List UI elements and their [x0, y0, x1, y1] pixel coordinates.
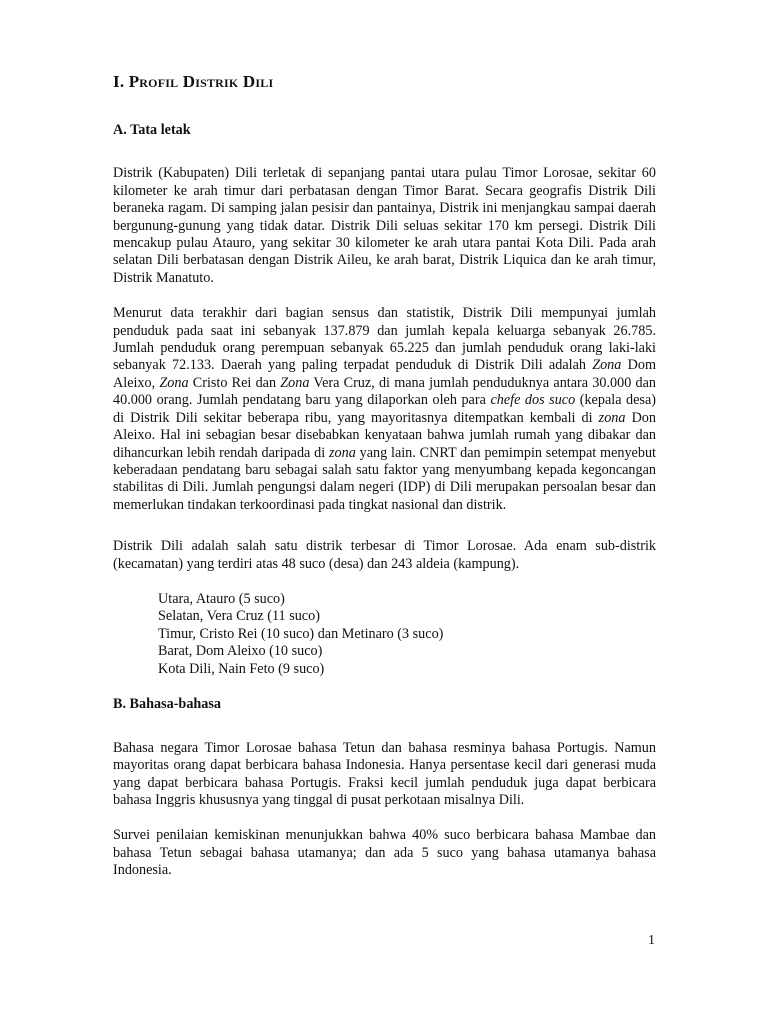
section-a-paragraph-1: Distrik (Kabupaten) Dili terletak di sepanjang pantai utara pulau Timor Lorosae, sekitar 60 kilometer ke arah timur dari perbatasan dengan Timor Barat. Secara geografis Distrik Dili beraneka ragam. Di samping jalan pesisir dan pantainya, Distrik ini menjangkau sampai daerah bergunung-gunung yang tidak datar. Distrik Dili seluas sekitar 170 km persegi. Distrik Dili mencakup pulau Atauro, yang sekitar 30 kilometer ke arah utara pantai Kota Dili. Pada arah selatan Dili berbatasan dengan Distrik Aileu, ke arah barat, Distrik Liquica dan ke arah timur, Distrik Manatuto.	[113, 165, 656, 286]
text-run: yang lain. CNRT dan pemimpin setempat menyebut keberadaan pendatang baru sebagai salah satu faktor yang menyumbang kepada kegoncangan stabilitas di Dili. Jumlah pengungsi dalam negeri (IDP) di Dili merupakan persoalan besar dan memerlukan tindakan terkoordinasi pada tingkat nasional dan distrik.	[113, 444, 656, 513]
italic-term: zona	[598, 409, 626, 426]
list-item: Barat, Dom Aleixo (10 suco)	[158, 643, 323, 660]
subdistrict-list	[113, 591, 656, 679]
italic-term: Zona	[159, 374, 189, 391]
italic-term: Zona	[592, 357, 622, 374]
text-run: Dom Aleixo,	[113, 357, 656, 391]
italic-term: Zona	[280, 374, 310, 391]
page-title: I. Profil Distrik Dili	[113, 72, 274, 91]
list-item: Selatan, Vera Cruz (11 suco)	[158, 608, 320, 625]
list-item: Utara, Atauro (5 suco)	[158, 590, 285, 607]
text-run: Vera Cruz, di mana jumlah penduduknya antara 30.000 dan 40.000 orang. Jumlah pendatang baru yang dilaporkan oleh para	[113, 374, 656, 409]
text-run: Cristo Rei dan	[188, 374, 281, 391]
text-run: Menurut data terakhir dari bagian sensus dan statistik, Distrik Dili mempunyai jumlah penduduk pada saat ini sebanyak 137.879 dan jumlah kepala keluarga sebanyak 26.785. Jumlah penduduk orang perempuan sebanyak 65.225 dan jumlah penduduk orang laki-laki sebanyak 72.133. Daerah yang paling terpadat penduduk di Distrik Dili adalah	[113, 305, 656, 374]
document-body	[113, 72, 656, 880]
section-b-heading: B. Bahasa-bahasa	[113, 696, 222, 713]
page-number: 1	[648, 933, 655, 948]
text-run: (kepala desa) di Distrik Dili sekitar beberapa ribu, yang mayoritasnya ditempatkan kembali di	[113, 392, 656, 426]
section-b-paragraph-2: Survei penilaian kemiskinan menunjukkan bahwa 40% suco berbicara bahasa Mambae dan bahasa Tetun sebagai bahasa utamanya; dan ada 5 suco yang bahasa utamanya bahasa Indonesia.	[113, 827, 656, 879]
italic-term: chefe dos suco	[490, 392, 576, 409]
section-a-paragraph-3: Distrik Dili adalah salah satu distrik terbesar di Timor Lorosae. Ada enam sub-distrik (kecamatan) yang terdiri atas 48 suco (desa) dan 243 aldeia (kampung).	[113, 538, 656, 572]
list-item: Timur, Cristo Rei (10 suco) dan Metinaro (3 suco)	[158, 625, 444, 642]
italic-term: zona	[329, 444, 356, 461]
section-b-paragraph-1: Bahasa negara Timor Lorosae bahasa Tetun dan bahasa resminya bahasa Portugis. Namun mayoritas orang dapat berbicara bahasa Indonesia. Hanya persentase kecil dari generasi muda yang dapat berbicara bahasa Portugis. Fraksi kecil jumlah penduduk juga dapat berbicara bahasa Inggris khususnya yang tinggal di pusat perkotaan misalnya Dili.	[113, 739, 656, 809]
section-a-paragraph-2	[113, 305, 656, 514]
text-run: Don Aleixo. Hal ini sebagian besar disebabkan kenyataan bahwa jumlah rumah yang dibakar dan dihancurkan lebih rendah daripada di	[113, 409, 656, 461]
section-a-heading: A. Tata letak	[113, 122, 191, 138]
list-item: Kota Dili, Nain Feto (9 suco)	[158, 660, 325, 677]
